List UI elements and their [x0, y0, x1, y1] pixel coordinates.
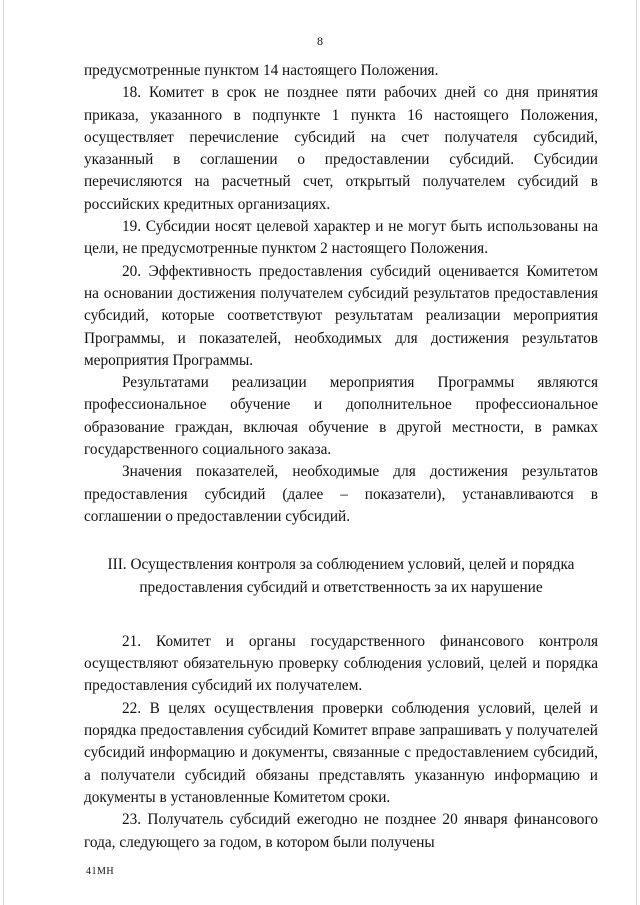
paragraph-continuation: предусмотренные пунктом 14 настоящего Положения. [84, 62, 439, 79]
scan-edge-right [636, 0, 637, 905]
paragraph-21: 21. Комитет и органы государственного финансового контроля осуществляют обязательную проверку соблюдения условий, целей и порядка предоставления субсидий их получателем. [84, 632, 598, 695]
section-heading-line-1: III. Осуществления контроля за соблюдением условий, целей и порядка [107, 556, 575, 574]
document-body [84, 60, 598, 854]
paragraph-18: 18. Комитет в срок не позднее пяти рабочих дней со дня принятия приказа, указанного в подпункте 1 пункта 16 настоящего Положения, осуществляет перечисление субсидий на счет получателя субсидий, указанный в соглашении о предоставлении субсидий. Субсидии перечисляются на расчетный счет, открытый получателем субсидий в российских кредитных организациях. [84, 84, 598, 213]
paragraph-22: 22. В целях осуществления проверки соблюдения условий, целей и порядка предоставления субсидий Комитет вправе запрашивать у получателей субсидий информацию и документы, связанные с предоставлением субсидий, а получатели субсидий обязаны представлять указанную информацию и документы в установленные Комитетом сроки. [84, 699, 598, 806]
paragraph-23: 23. Получатель субсидий ежегодно не позднее 20 января финансового года, следующего за годом, в котором были получены [84, 811, 598, 851]
paragraph-20: 20. Эффективность предоставления субсидий оценивается Комитетом на основании достижения получателем субсидий результатов предоставления субсидий, которые соответствуют результатам реализации мероприятия Программы, и показателей, необходимых для достижения результатов мероприятия Программы. [84, 262, 598, 369]
paragraph-19: 19. Субсидии носят целевой характер и не могут быть использованы на цели, не предусмотренные пунктом 2 настоящего Положения. [84, 218, 598, 258]
scan-edge-left [3, 0, 4, 905]
footer-code: 41МН [86, 866, 115, 877]
paragraph-20-results: Результатами реализации мероприятия Программы являются профессиональное обучение и дополнительное профессиональное образование граждан, включая обучение в другой местности, в рамках государственного социального заказа. [84, 374, 598, 459]
section-heading-line-2: предоставления субсидий и ответственность за их нарушение [139, 578, 543, 596]
section-heading [84, 554, 598, 599]
page-number: 8 [317, 34, 323, 48]
paragraph-20-indicators: Значения показателей, необходимые для достижения результатов предоставления субсидий (далее – показатели), устанавливаются в соглашении о предоставлении субсидий. [84, 463, 598, 525]
